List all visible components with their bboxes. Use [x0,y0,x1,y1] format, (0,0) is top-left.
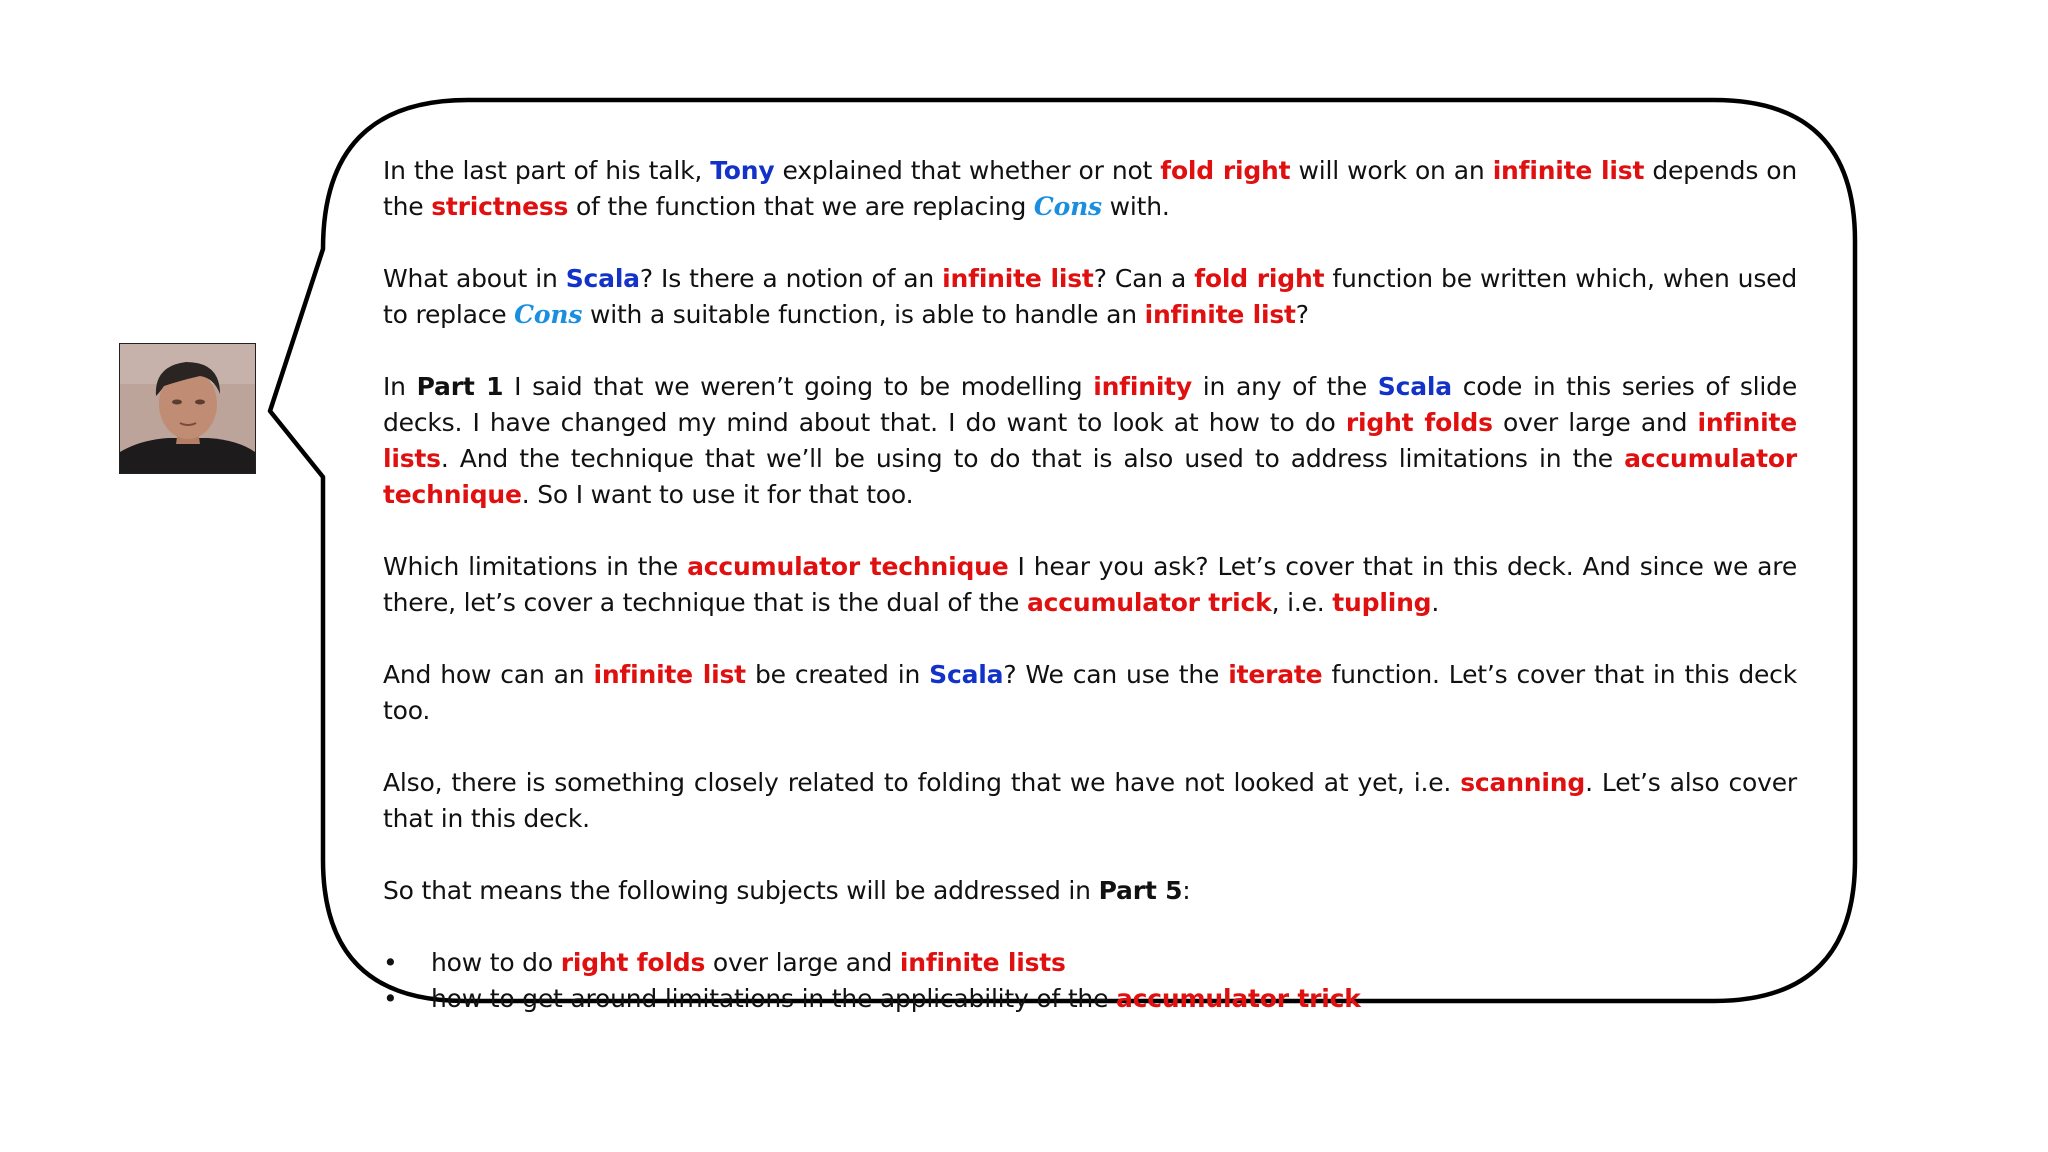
text-run: code in this series of slide decks. I have changed my mind about that. I do want to look at how to do [383,372,1797,437]
text-run: , i.e. [1271,588,1333,617]
text-run: In [383,372,417,401]
highlight-term: Scala [1377,372,1452,401]
text-run: . [1431,588,1440,617]
highlight-term: infinite lists [899,948,1066,977]
text-run: depends on the [383,156,1798,221]
paragraph [383,549,1797,621]
highlight-term: right folds [560,948,706,977]
text-run: how to do [431,948,561,977]
highlight-term: accumulator trick [1116,984,1361,1013]
text-run: : [1182,876,1191,905]
highlight-term: infinite list [593,660,746,689]
text-run: will work on an [1290,156,1493,185]
highlight-term: right folds [1345,408,1493,437]
highlight-term: iterate [1228,660,1323,689]
text-run: What about in [383,264,566,293]
highlight-term: infinite list [1492,156,1645,185]
cons-term: Cons [1033,192,1102,221]
paragraph [383,369,1797,513]
paragraph [383,873,1797,909]
text-run: So that means the following subjects will be addressed in [383,876,1099,905]
highlight-term: accumulator trick [1026,588,1272,617]
list-item [383,981,1797,1017]
highlight-term: fold right [1194,264,1325,293]
highlight-term: infinity [1093,372,1193,401]
text-run: I hear you ask? Let’s cover that in this deck. And since we are there, let’s cover a technique that is the dual of the [383,552,1798,617]
highlight-term: Part 1 [416,372,504,401]
text-run: . And the technique that we’ll be using to do that is also used to address limitations in the [440,444,1625,473]
text-run: be created in [745,660,930,689]
text-run: . So I want to use it for that too. [521,480,914,509]
highlight-term: infinite lists [383,408,1797,473]
text-run: . Let’s also cover that in this deck. [383,768,1797,833]
paragraph [383,261,1797,333]
text-run: how to get around limitations in the applicability of the [431,984,1116,1013]
highlight-term: tupling [1332,588,1432,617]
text-run: ? Can a [1093,264,1195,293]
text-run: over large and [1492,408,1698,437]
text-run: function. Let’s cover that in this deck too. [383,660,1797,725]
bullet-icon: • [383,984,398,1013]
bullet-icon: • [383,948,398,977]
highlight-term: infinite list [1144,300,1296,329]
speech-text [383,153,1797,1017]
subject-list [383,945,1797,1017]
text-run: explained that whether or not [774,156,1161,185]
highlight-term: Part 5 [1098,876,1183,905]
highlight-term: Scala [929,660,1004,689]
paragraph [383,153,1797,225]
highlight-term: scanning [1460,768,1586,797]
text-run: Which limitations in the [383,552,688,581]
text-run: of the function that we are replacing [568,192,1034,221]
highlight-term: accumulator technique [383,444,1797,509]
text-run: over large and [705,948,900,977]
highlight-term: Scala [565,264,640,293]
speaker-photo-icon [120,344,255,473]
speaker-avatar [119,343,256,474]
text-run: ? We can use the [1003,660,1229,689]
text-run: And how can an [383,660,594,689]
text-run: I said that we weren’t going to be modelling [503,372,1094,401]
text-run: with. [1101,192,1170,221]
text-run: In the last part of his talk, [383,156,711,185]
list-item [383,945,1797,981]
text-run: ? Is there a notion of an [639,264,943,293]
text-run: Also, there is something closely related to folding that we have not looked at yet, i.e. [383,768,1461,797]
highlight-term: accumulator technique [687,552,1009,581]
text-run: with a suitable function, is able to handle an [582,300,1145,329]
cons-term: Cons [514,300,583,329]
paragraph [383,657,1797,729]
highlight-term: infinite list [942,264,1094,293]
paragraph [383,765,1797,837]
highlight-term: Tony [710,156,775,185]
highlight-term: strictness [431,192,569,221]
text-run: ? [1295,300,1309,329]
text-run: function be written which, when used to replace [383,264,1798,329]
highlight-term: fold right [1160,156,1291,185]
text-run: in any of the [1192,372,1378,401]
